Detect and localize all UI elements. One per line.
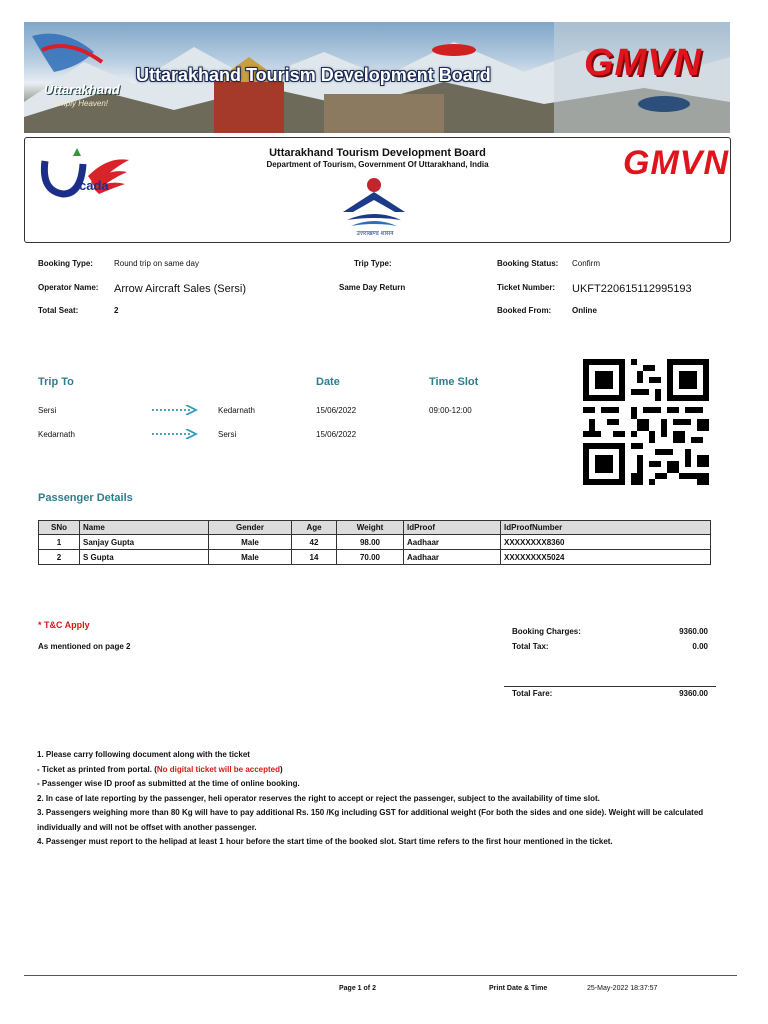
operator-value: Arrow Aircraft Sales (Sersi)	[114, 283, 247, 295]
leg2-to: Sersi	[218, 430, 237, 439]
col-sno: SNo	[39, 521, 80, 535]
cell-weight: 70.00	[337, 550, 404, 565]
banner-title: Uttarakhand Tourism Development Board	[136, 65, 491, 85]
total-fare-value: 9360.00	[679, 689, 708, 698]
booked-from-value: Online	[572, 306, 597, 315]
total-seat-value: 2	[114, 306, 119, 315]
header-banner	[24, 22, 730, 133]
trip-type-label: Trip Type:	[354, 259, 392, 268]
note-text: - Ticket as printed from portal. (	[37, 764, 157, 774]
total-tax-value: 0.00	[692, 642, 708, 651]
print-date-value: 25-May-2022 18:37:57	[587, 985, 658, 992]
qr-code-icon	[583, 358, 709, 486]
leg2-from: Kedarnath	[38, 430, 75, 439]
terms-text: As mentioned on page 2	[38, 642, 131, 651]
note-line: 4. Passenger must report to the helipad at least 1 hour before the start time of the booked slot. Start time refers to the first hour mentioned in the ticket.	[37, 837, 613, 846]
cell-idproof: Aadhaar	[404, 535, 501, 550]
page-number: Page 1 of 2	[339, 985, 376, 992]
arrow-right-icon	[152, 405, 198, 415]
ticket-number-value: UKFT220615112995193	[572, 283, 692, 295]
cell-age: 14	[292, 550, 337, 565]
cell-sno: 1	[39, 535, 80, 550]
col-weight: Weight	[337, 521, 404, 535]
header-title: Uttarakhand Tourism Development Board	[269, 147, 486, 159]
banner-slogan: Simply Heaven!	[52, 99, 109, 108]
passenger-table-header	[39, 521, 711, 535]
cell-idproofnumber: XXXXXXXX8360	[501, 535, 711, 550]
note-line: - Passenger wise ID proof as submitted at the time of online booking.	[37, 779, 300, 788]
table-row	[39, 550, 711, 565]
total-fare-label: Total Fare:	[512, 689, 553, 698]
booking-type-value: Round trip on same day	[114, 259, 199, 268]
emblem-caption: उत्तराखण्ड शासन	[356, 231, 394, 237]
note-line	[37, 763, 742, 778]
print-date-label: Print Date & Time	[489, 985, 548, 992]
col-age: Age	[292, 521, 337, 535]
cell-weight: 98.00	[337, 535, 404, 550]
footer-divider	[24, 975, 737, 976]
instructions	[37, 748, 742, 850]
cell-age: 42	[292, 535, 337, 550]
ticket-header	[24, 137, 731, 243]
leg1-time: 09:00-12:00	[429, 406, 472, 415]
booking-type-label: Booking Type:	[38, 259, 93, 268]
leg1-from: Sersi	[38, 406, 57, 415]
col-name: Name	[80, 521, 209, 535]
banner-gmvn-logo: GMVN	[584, 42, 702, 84]
booking-status-label: Booking Status:	[497, 259, 559, 268]
cell-sno: 2	[39, 550, 80, 565]
terms-title: * T&C Apply	[38, 620, 90, 630]
booking-charges-label: Booking Charges:	[512, 627, 581, 636]
cell-idproofnumber: XXXXXXXX5024	[501, 550, 711, 565]
col-idproof: IdProof	[404, 521, 501, 535]
booked-from-label: Booked From:	[497, 306, 552, 315]
leg1-date: 15/06/2022	[316, 406, 357, 415]
note-line: 1. Please carry following document along with the ticket	[37, 750, 250, 759]
operator-label: Operator Name:	[38, 283, 99, 292]
uttarakhand-emblem-icon	[337, 170, 411, 236]
passenger-details-title: Passenger Details	[38, 492, 133, 504]
col-idproofnumber: IdProofNumber	[501, 521, 711, 535]
note-text: )	[280, 764, 283, 774]
booking-status-value: Confirm	[572, 259, 601, 268]
leg2-date: 15/06/2022	[316, 430, 357, 439]
cell-name: Sanjay Gupta	[80, 535, 209, 550]
cell-name: S Gupta	[80, 550, 209, 565]
banner-brand: Uttarakhand	[44, 82, 120, 97]
ticket-number-label: Ticket Number:	[497, 283, 556, 292]
cell-gender: Male	[209, 550, 292, 565]
gmvn-logo: GMVN	[623, 144, 729, 182]
fare-divider	[504, 686, 716, 687]
date-header: Date	[316, 376, 340, 388]
cell-gender: Male	[209, 535, 292, 550]
note-line: 2. In case of late reporting by the passenger, heli operator reserves the right to accept or reject the passenger, subject to the availability of time slot.	[37, 793, 600, 803]
leg1-to: Kedarnath	[218, 406, 255, 415]
col-gender: Gender	[209, 521, 292, 535]
total-seat-label: Total Seat:	[38, 306, 79, 315]
ucada-logo-text: cada	[79, 178, 109, 193]
arrow-right-icon	[152, 429, 198, 439]
trip-type-value: Same Day Return	[339, 283, 406, 292]
cell-idproof: Aadhaar	[404, 550, 501, 565]
passenger-table	[38, 520, 711, 565]
header-subtitle: Department of Tourism, Government Of Uttarakhand, India	[266, 160, 489, 169]
total-tax-label: Total Tax:	[512, 642, 549, 651]
table-row	[39, 535, 711, 550]
trip-to-header: Trip To	[38, 376, 74, 388]
note-line: 3. Passengers weighing more than 80 Kg will have to pay additional Rs. 150 /Kg including GST for additional weight (For both the sides and one side). Weight will be calculated individually and will not be offset with another passenger.	[37, 808, 704, 832]
time-slot-header: Time Slot	[429, 376, 479, 388]
booking-charges-value: 9360.00	[679, 627, 708, 636]
note-warning: No digital ticket will be accepted	[156, 764, 281, 774]
